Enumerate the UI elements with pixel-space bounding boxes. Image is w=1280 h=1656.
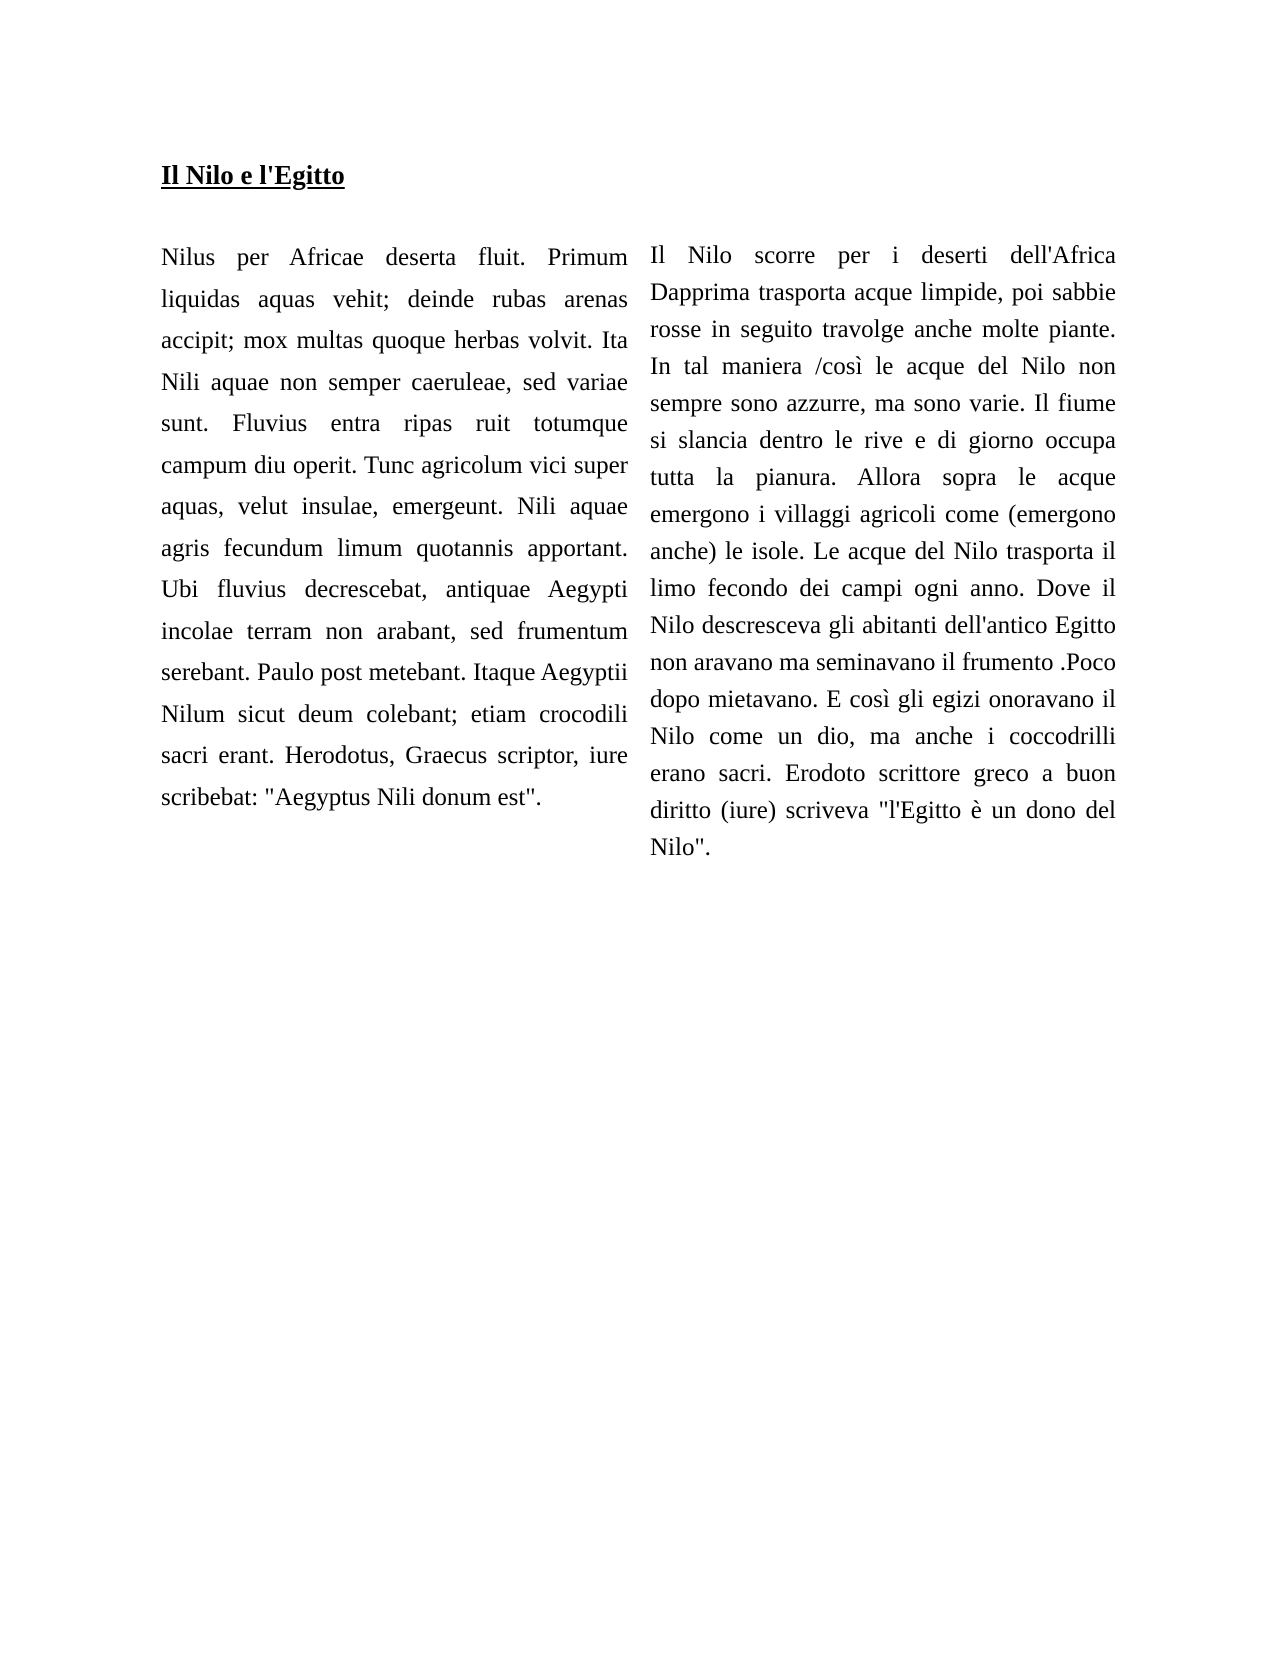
document-title: Il Nilo e l'Egitto	[161, 160, 345, 190]
italian-translation-column: Il Nilo scorre per i deserti dell'Africa Dapprima trasporta acque limpide, poi sabbie rosse in seguito travolge anche molte piante. In tal maniera /così le acque del Nilo non sempre sono azzurre, ma sono varie. Il fiume si slancia dentro le rive e di giorno occupa tutta la pianura. Allora sopra le acque emergono i villaggi agricoli come (emergono anche) le isole. Le acque del Nilo trasporta il limo fecondo dei campi ogni anno. Dove il Nilo descresceva gli abitanti dell'antico Egitto non aravano ma seminavano il frumento .Poco dopo mietavano. E così gli egizi onoravano il Nilo come un dio, ma anche i coccodrilli erano sacri. Erodoto scrittore greco a buon diritto (iure) scriveva "l'Egitto è un dono del Nilo".	[650, 242, 1116, 861]
latin-text-column: Nilus per Africae deserta fluit. Primum liquidas aquas vehit; deinde rubas arenas accipit; mox multas quoque herbas volvit. Ita Nili aquae non semper caeruleae, sed variae sunt. Fluvius entra ripas ruit totumque campum diu operit. Tunc agricolum vici super aquas, velut insulae, emergeunt. Nili aquae agris fecundum limum quotannis apportant. Ubi fluvius decrescebat, antiquae Aegypti incolae terram non arabant, sed frumentum serebant. Paulo post metebant. Itaque Aegyptii Nilum sicut deum colebant; etiam crocodili sacri erant. Herodotus, Graecus scriptor, iure scribebat: "Aegyptus Nili donum est".	[161, 244, 628, 811]
